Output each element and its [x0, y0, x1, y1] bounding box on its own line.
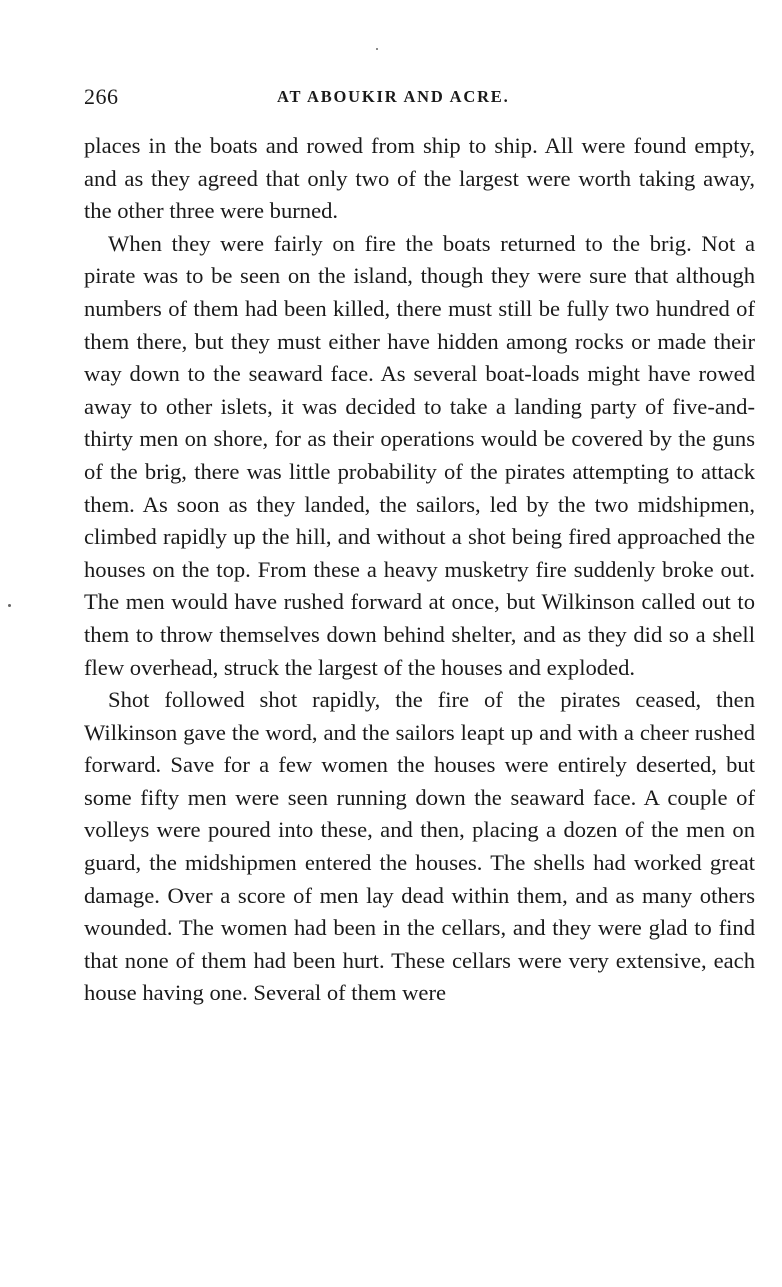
paragraph-2: When they were fairly on fire the boats returned to the brig. Not a pirate was to be seen on the island, though they were sure that although numbers of them had been killed, there must still be fully two hundred of them there, but they must either have hidden among rocks or made their way down to the seaward face. As several boat-loads might have rowed away to other islets, it was decided to take a landing party of five-and-thirty men on shore, for as their operations would be covered by the guns of the brig, there was little probability of the pirates attempting to attack them. As soon as they landed, the sailors, led by the two midshipmen, climbed rapidly up the hill, and without a shot being fired approached the houses on the top. From these a heavy musketry fire suddenly broke out. The men would have rushed forward at once, but Wilkinson called out to them to throw themselves down behind shelter, and as they did so a shell flew overhead, struck the largest of the houses and exploded.: [84, 230, 755, 680]
print-speck: [8, 604, 11, 607]
running-title: AT ABOUKIR AND ACRE.: [277, 87, 510, 106]
page-number: 266: [84, 84, 119, 109]
paragraph-1: places in the boats and rowed from ship to ship. All were found empty, and as they agreed that only two of the largest were worth taking away, the other three were burned.: [84, 133, 755, 224]
body-text: [84, 130, 755, 1010]
page-header: [84, 84, 756, 114]
print-speck: [376, 48, 378, 50]
paragraph-3: Shot followed shot rapidly, the fire of the pirates ceased, then Wilkinson gave the word, and the sailors leapt up and with a cheer rushed forward. Save for a few women the houses were entirely deserted, but some fifty men were seen running down the seaward face. A couple of volleys were poured into these, and then, placing a dozen of the men on guard, the midshipmen entered the houses. The shells had worked great damage. Over a score of men lay dead within them, and as many others wounded. The women had been in the cellars, and they were glad to find that none of them had been hurt. These cellars were very extensive, each house having one. Several of them were: [84, 687, 755, 1006]
